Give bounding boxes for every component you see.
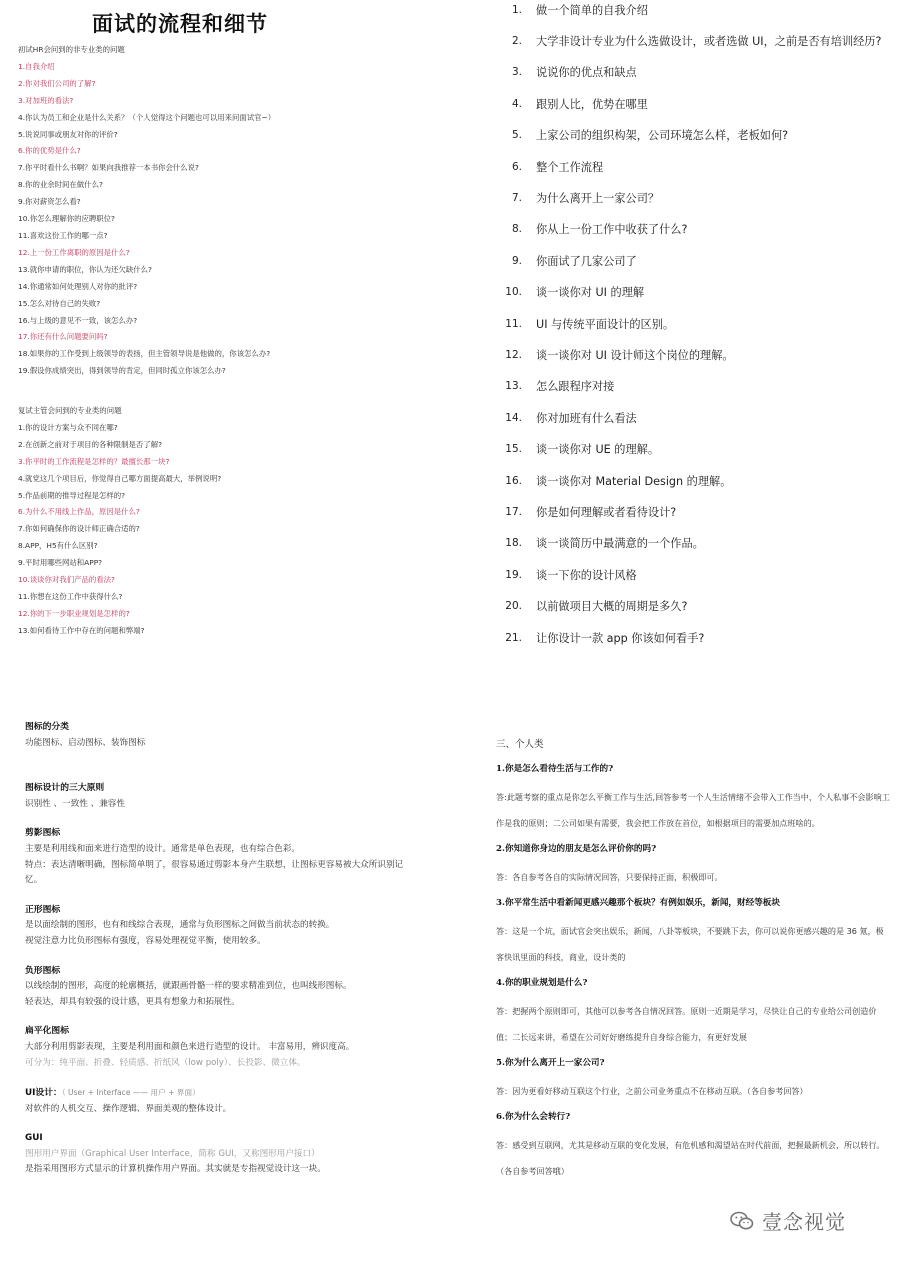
list-item (501, 590, 881, 621)
item-number: 10. (505, 286, 522, 299)
item-number: 5. (511, 129, 522, 142)
question-item: 1.你的设计方案与众不同在哪? (18, 422, 118, 432)
question-item: 2.在创新之前对于项目的各种限制是否了解? (18, 439, 163, 449)
icon-knowledge-panel (0, 680, 452, 1261)
list-item (501, 339, 881, 370)
wechat-icon (730, 1211, 754, 1231)
watermark (730, 1206, 846, 1235)
item-number: 18. (505, 537, 522, 550)
question-item: 3.对加班的看法? (18, 95, 74, 105)
question-item: 11.喜欢这份工作的哪一点? (18, 230, 108, 240)
item-text: 你面试了几家公司了 (536, 254, 637, 268)
question-item: 9.你对薪资怎么看? (18, 197, 81, 207)
block-line: 主要是利用线和面来进行造型的设计。通常是单色表现，也有综合色彩。 (25, 843, 301, 854)
item-text: 做一个简单的自我介绍 (536, 3, 648, 17)
item-number: 9. (511, 254, 522, 267)
hr-question-list (18, 59, 275, 380)
item-number: 17. (505, 505, 522, 518)
item-text: 整个工作流程 (536, 160, 604, 174)
block-subheading: （ User + Interface —— 用户 + 界面） (61, 1088, 200, 1098)
question-item: 13.如何看待工作中存在的问题和弊端? (18, 625, 145, 635)
qa-answer: 答：感受到互联网，尤其是移动互联的变化发展，有危机感和渴望站在时代前面，把握最新机会，所以转行。（各自参考回答哦） (496, 1140, 885, 1176)
list-item (501, 465, 881, 496)
question-item: 1.自我介绍 (18, 61, 55, 71)
block-icon-categories (25, 720, 445, 751)
item-text: 谈一谈简历中最满意的一个作品。 (536, 537, 704, 551)
list-item (501, 245, 881, 276)
item-number: 16. (505, 474, 522, 487)
qa-question: 1.你是怎么看待生活与工作的? (496, 764, 614, 774)
section-heading: 复试主管会问到的专业类的问题 (18, 406, 122, 415)
personal-qa-content (496, 736, 891, 1190)
question-item: 4.你认为员工和企业是什么关系？（个人觉得这个问题也可以用来问面试官~） (18, 112, 276, 122)
block-heading: 负形图标 (25, 965, 61, 976)
item-number: 8. (511, 223, 522, 236)
qa-answer: 答:此题考察的重点是你怎么平衡工作与生活,回答参考一个人生活情绪不会带入工作当中，个人私事不会影响工作是我的原则；二公司如果有需要，我会把工作放在首位，如根据项目的需要加点班啥的。 (496, 792, 890, 828)
qa-answer: 答：把握两个原则即可，其他可以参考各自情况回答。原则一近期是学习，尽快让自己的专业给公司创造价值；二长远来讲，希望在公司好好磨练提升自身综合能力，有更好发展 (496, 1006, 877, 1042)
list-item (501, 277, 881, 308)
item-text: 你对加班有什么看法 (536, 411, 637, 425)
item-text: 谈一谈你对 Material Design 的理解。 (536, 474, 732, 488)
question-item: 16.与上级的意见不一致，该怎么办? (18, 315, 138, 325)
item-number: 12. (505, 348, 522, 361)
list-item (501, 622, 881, 653)
item-text: 说说你的优点和缺点 (536, 66, 637, 80)
list-item (501, 559, 881, 590)
list-item (501, 151, 881, 182)
block-note: 可分为：纯平面、折叠、轻质感、折纸风（low poly）、长投影、微立体。 (25, 1057, 306, 1068)
question-item: 5.说说同事或朋友对你的评价? (18, 129, 118, 139)
item-number: 7. (511, 192, 522, 205)
item-number: 13. (505, 380, 522, 393)
block-line: 特点：表达清晰明确，图标简单明了，很容易通过剪影本身产生联想，让图标更容易被大众所识别记 (25, 859, 404, 870)
manager-question-list (18, 420, 221, 640)
question-item: 12.你的下一步职业规划是怎样的? (18, 608, 130, 618)
list-item (501, 496, 881, 527)
block-line: 忆。 (25, 875, 43, 886)
item-number: 2. (511, 35, 522, 48)
interview-process-panel (0, 0, 452, 680)
list-item (501, 402, 881, 433)
question-item: 19.假设你成绩突出，得到领导的肯定，但同时孤立你该怎么办? (18, 366, 226, 376)
question-item: 12.上一份工作离职的原因是什么? (18, 247, 130, 257)
item-text: 怎么跟程序对接 (536, 380, 615, 394)
block-heading: GUI (25, 1133, 43, 1144)
question-item: 8.你的业余时间在做什么? (18, 180, 103, 190)
item-text: UI 与传统平面设计的区别。 (536, 317, 675, 331)
block-line: 大部分利用剪影表现，主要是利用面和颜色来进行造型的设计。 丰富易用，辨识度高。 (25, 1041, 355, 1052)
list-item (501, 57, 881, 88)
item-text: 你从上一份工作中收获了什么? (536, 223, 688, 237)
item-number: 20. (505, 600, 522, 613)
block-note: 图形用户界面（Graphical User Interface，简称 GUI，又称图形用户接口） (25, 1148, 320, 1159)
list-item (501, 88, 881, 119)
question-item: 13.就你申请的职位，你认为还欠缺什么? (18, 264, 152, 274)
list-item (501, 528, 881, 559)
question-item: 7.你如何确保你的设计师正确合适的? (18, 524, 140, 534)
question-item: 15.怎么对待自己的失败? (18, 298, 101, 308)
block-flat-icons (25, 1024, 445, 1071)
question-item: 11.你想在这份工作中获得什么? (18, 591, 123, 601)
qa-question: 6.你为什么会转行? (496, 1112, 571, 1122)
list-item (501, 120, 881, 151)
item-number: 14. (505, 411, 522, 424)
item-text: 你是如何理解或者看待设计? (536, 505, 677, 519)
question-item: 17.你还有什么问题要问吗? (18, 332, 108, 342)
block-heading: 正形图标 (25, 904, 61, 915)
question-item: 2.你对我们公司的了解? (18, 78, 96, 88)
list-item (501, 25, 881, 56)
block-positive-icons (25, 903, 445, 950)
block-line: 轻表达，却具有较强的设计感，更具有想象力和拓展性。 (25, 996, 240, 1007)
question-item: 4.就党这几个项目后，你觉得自己哪方面提高最大，举例说明? (18, 473, 222, 483)
list-item (501, 214, 881, 245)
block-line: 是以面绘制的图形，也有和线综合表现，通常与负形图标之间做当前状态的转换。 (25, 920, 335, 931)
ui-interview-questions-panel (452, 0, 900, 680)
block-line: 功能图标、启动图标、装饰图标 (25, 737, 146, 748)
qa-answer: 答：因为更看好移动互联这个行业，之前公司业务重点不在移动互联。（各自参考回答） (496, 1086, 808, 1096)
item-text: 上家公司的组织构架，公司环境怎么样，老板如何? (536, 129, 789, 143)
qa-question: 4.你的职业规划是什么? (496, 978, 588, 988)
item-text: 大学非设计专业为什么选做设计，或者选做 UI，之前是否有培训经历? (536, 35, 882, 49)
qa-question: 5.你为什么离开上一家公司? (496, 1058, 605, 1068)
question-item: 8.APP，H5有什么区别? (18, 541, 98, 551)
icon-knowledge-content (25, 720, 445, 1192)
block-heading: UI设计： (25, 1088, 62, 1099)
item-text: 谈一谈你对 UE 的理解。 (536, 443, 660, 457)
block-silhouette-icons (25, 826, 445, 888)
block-negative-icons (25, 964, 445, 1011)
question-item: 10.谈谈你对我们产品的看法? (18, 575, 115, 585)
block-gui (25, 1131, 445, 1178)
item-text: 以前做项目大概的周期是多久? (536, 600, 688, 614)
list-item (501, 308, 881, 339)
section-title: 三、个人类 (496, 739, 544, 750)
block-heading: 扁平化图标 (25, 1026, 69, 1037)
page-title: 面试的流程和细节 (92, 12, 268, 36)
qa-answer: 答：这是一个坑，面试官会突出娱乐，新闻，八卦等板块，不要跳下去，你可以说你更感兴趣的是 36 氪，极客快讯里面的科技，商业，设计类的 (496, 926, 884, 962)
block-heading: 图标设计的三大原则 (25, 783, 105, 794)
personal-questions-panel (452, 680, 900, 1261)
item-text: 谈一下你的设计风格 (536, 568, 637, 582)
item-number: 15. (505, 443, 522, 456)
question-item: 9.平时用哪些网站和APP? (18, 558, 103, 568)
block-heading: 图标的分类 (25, 722, 69, 732)
item-number: 6. (511, 160, 522, 173)
block-design-principles (25, 781, 445, 812)
qa-question: 3.你平常生活中看新闻更感兴趣那个板块？有例如娱乐，新闻，财经等板块 (496, 898, 780, 908)
item-number: 1. (511, 3, 522, 16)
question-item: 5.作品前期的推导过程是怎样的? (18, 490, 126, 500)
item-text: 为什么离开上一家公司？ (536, 192, 660, 206)
item-number: 19. (505, 568, 522, 581)
question-item: 6.为什么不用线上作品，原因是什么? (18, 507, 140, 517)
item-text: 跟别人比，优势在哪里 (536, 97, 648, 111)
item-number: 21. (505, 631, 522, 644)
question-item: 7.你平时看什么书啊？如果向我推荐一本书你会什么说? (18, 163, 199, 173)
numbered-question-list (501, 0, 881, 653)
item-text: 谈一谈你对 UI 的理解 (536, 286, 645, 300)
qa-question: 2.你知道你身边的朋友是怎么评价你的吗? (496, 844, 657, 854)
qa-list (496, 762, 891, 1184)
item-number: 11. (505, 317, 522, 330)
hr-questions-section (18, 42, 275, 380)
section-heading: 初试HR会问到的非专业类的问题 (18, 45, 125, 54)
item-number: 4. (511, 97, 522, 110)
question-item: 6.你的优势是什么? (18, 146, 81, 156)
item-text: 让你设计一款 app 你该如何看手? (536, 631, 705, 645)
block-line: 对软件的人机交互、操作逻辑、界面美观的整体设计。 (25, 1103, 232, 1114)
block-ui-design (25, 1085, 445, 1117)
question-item: 10.你怎么理解你的应聘职位? (18, 214, 115, 224)
qa-answer: 答：各自参考各自的实际情况回答，只要保持正面，积极即可。 (496, 872, 723, 882)
item-text: 谈一谈你对 UI 设计师这个岗位的理解。 (536, 348, 734, 362)
list-item (501, 182, 881, 213)
question-item: 14.你通常如何处理别人对你的批评? (18, 281, 138, 291)
block-line: 以线绘制的图形，高度的轮廓概括，就跟画骨骼一样的要求精准到位，也叫线形图标。 (25, 981, 352, 992)
watermark-text: 壹念视觉 (762, 1210, 846, 1234)
manager-questions-section (18, 403, 221, 640)
question-item: 3.你平时的工作流程是怎样的？最擅长那一块? (18, 456, 170, 466)
block-line: 视觉注意力比负形图标有强度，容易处理视觉平衡，使用较多。 (25, 935, 266, 946)
block-heading: 剪影图标 (25, 828, 61, 839)
question-item: 18.如果你的工作受到上级领导的表扬，但主管领导说是他做的，你该怎么办? (18, 349, 271, 359)
list-item (501, 0, 881, 25)
block-line: 是指采用图形方式显示的计算机操作用户界面。其实就是专指视觉设计这一块。 (25, 1164, 326, 1175)
list-item (501, 433, 881, 464)
block-line: 识别性 、一致性 、兼容性 (25, 798, 125, 809)
list-item (501, 371, 881, 402)
item-number: 3. (511, 66, 522, 79)
